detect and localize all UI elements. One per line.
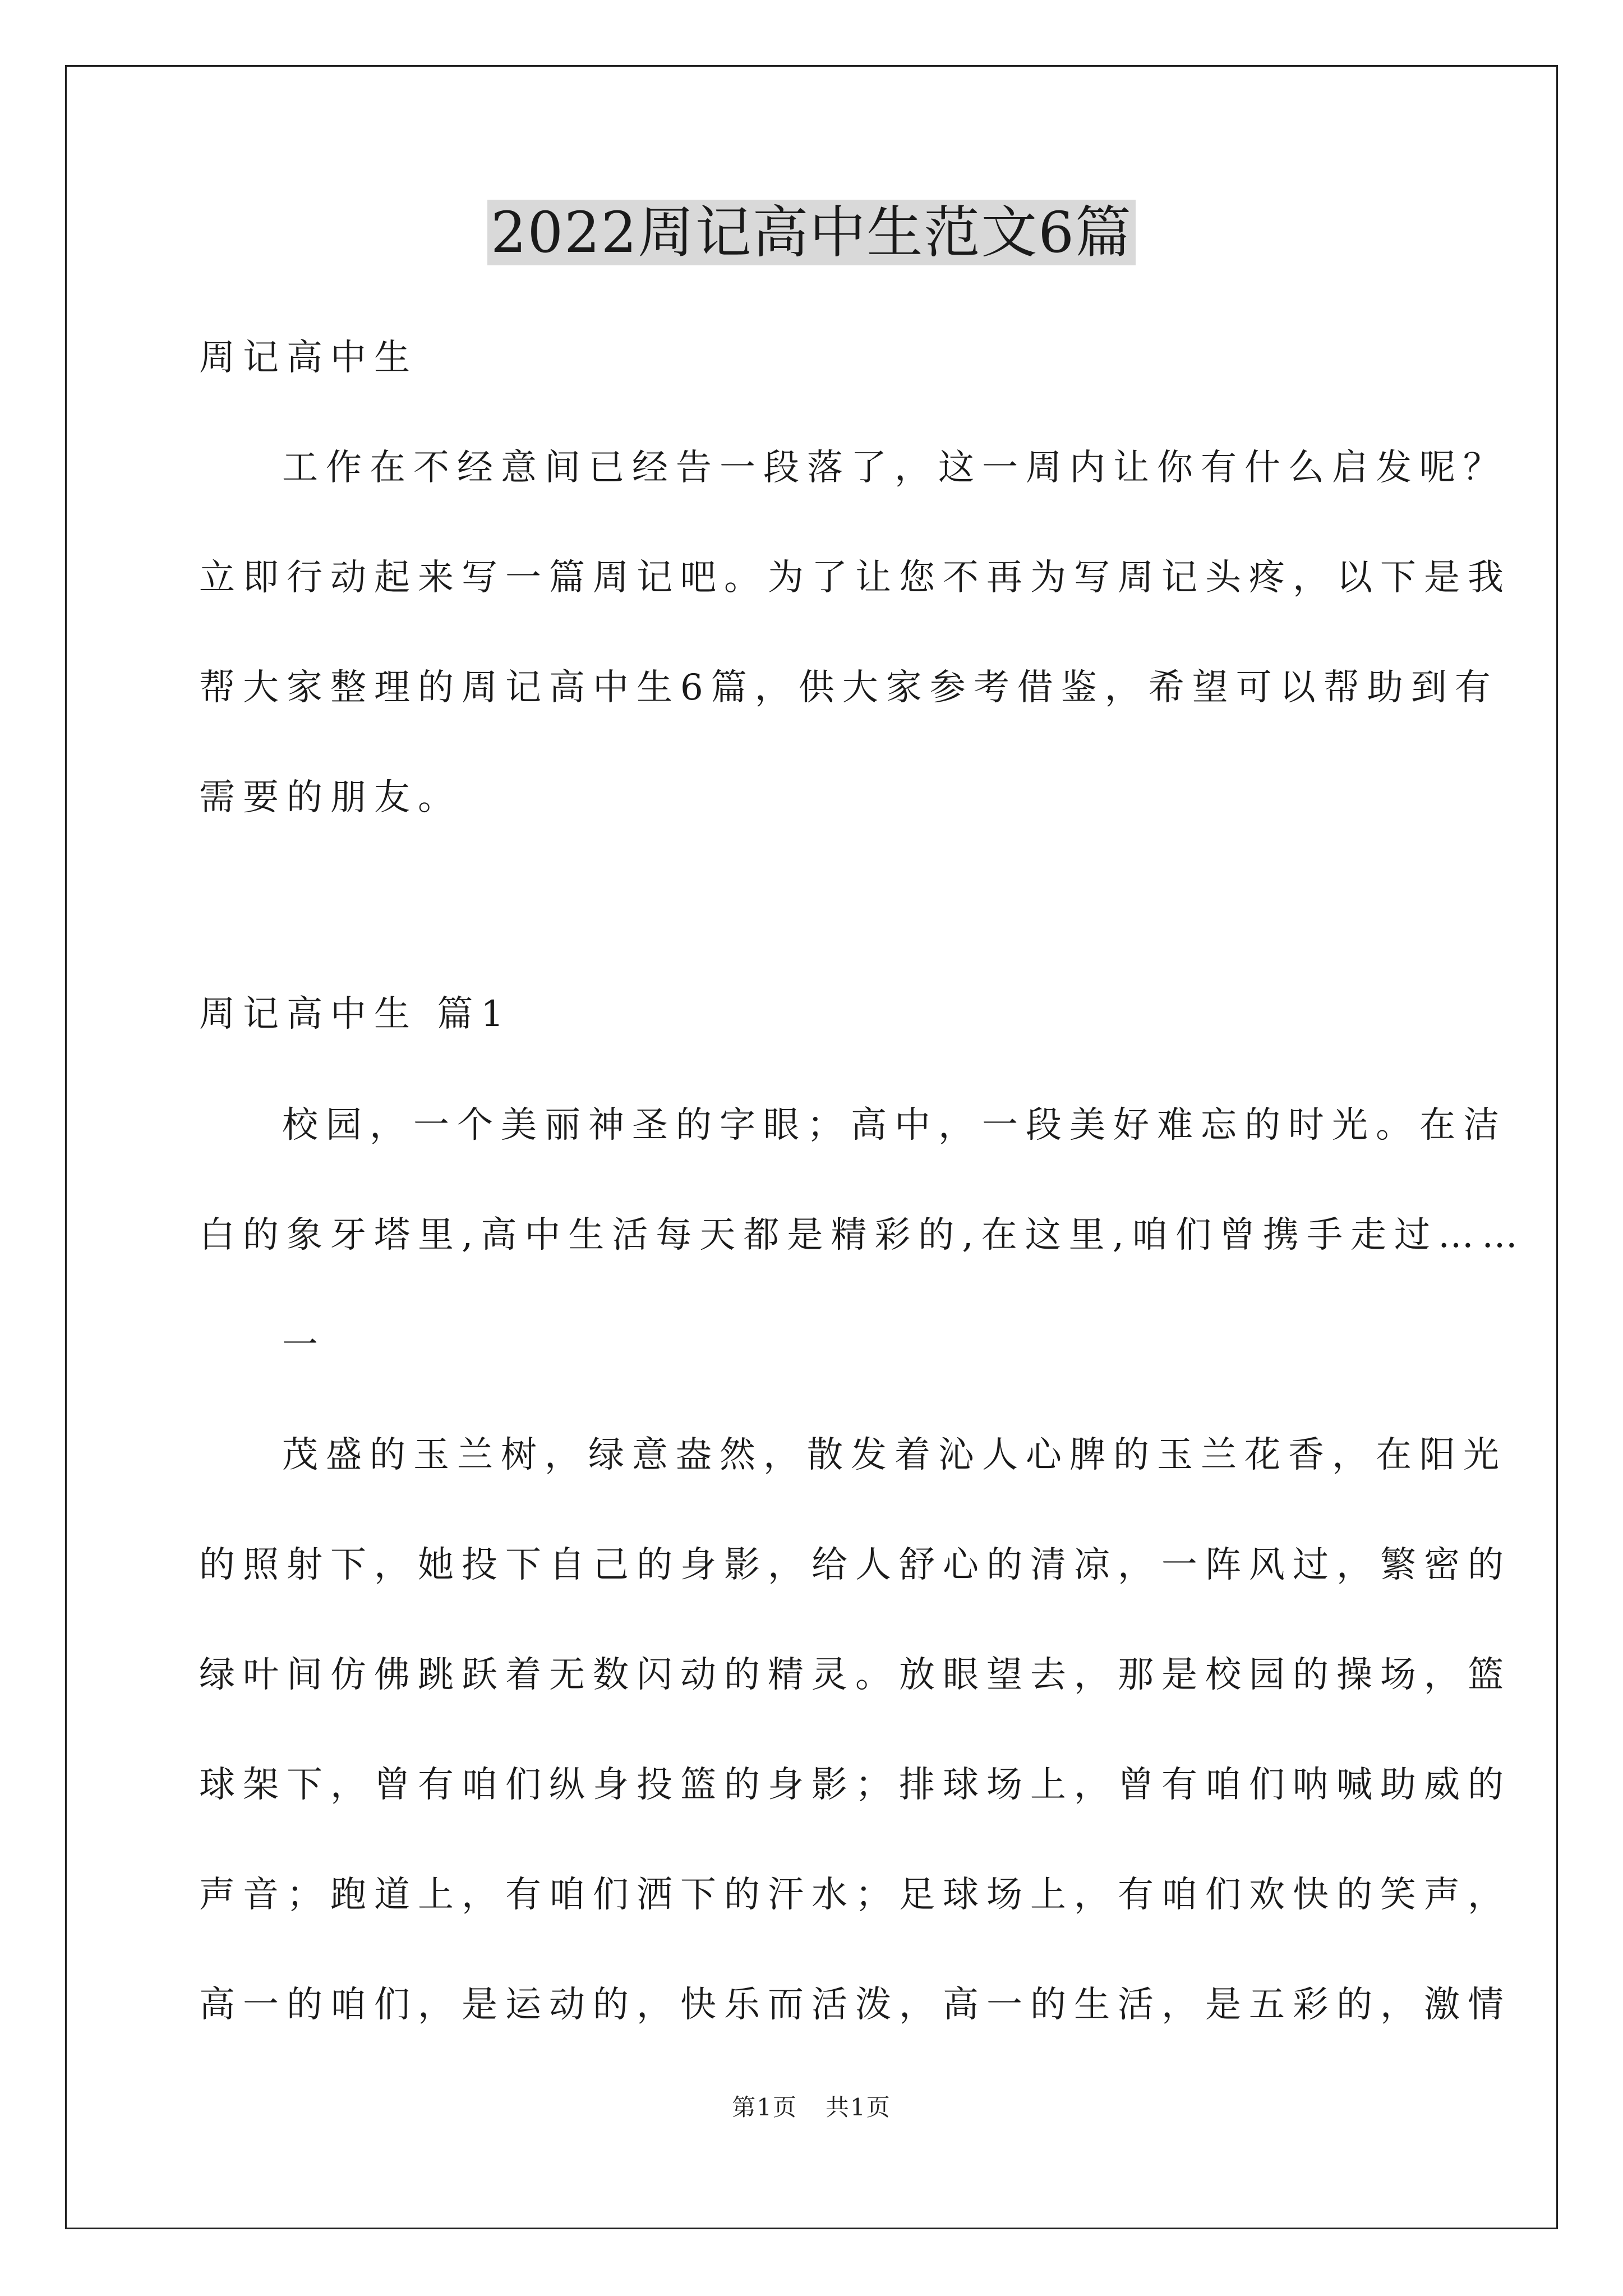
article-heading-text: 周记高中生 篇1: [199, 993, 512, 1035]
part-marker-text: 一: [282, 1324, 326, 1366]
document-title-text: 2022周记高中生范文6篇: [487, 200, 1136, 265]
page-footer: [0, 2089, 1623, 2123]
paragraph-2-line: 绿叶间仿佛跳跃着无数闪动的精灵。放眼望去，那是校园的操场，篮: [199, 1654, 1511, 1696]
paragraph-1-line: 校园，一个美丽神圣的字眼；高中，一段美好难忘的时光。在洁: [282, 1105, 1507, 1146]
paragraph-2-line: 高一的咱们，是运动的，快乐而活泼，高一的生活，是五彩的，激情: [199, 1984, 1511, 2026]
paragraph-2-line: 声音；跑道上，有咱们洒下的汗水；足球场上，有咱们欢快的笑声，: [199, 1874, 1511, 1916]
section-heading: [199, 303, 1427, 413]
paragraph-2-line: 球架下，曾有咱们纵身投篮的身影；排球场上，曾有咱们呐喊助威的: [199, 1764, 1511, 1806]
section-heading-text: 周记高中生: [199, 337, 418, 379]
page-total: 共1页: [826, 2093, 891, 2121]
paragraph-1: [199, 1070, 1526, 1290]
page-number: 第1页: [732, 2093, 797, 2121]
intro-line: 需要的朋友。: [199, 777, 462, 818]
intro-line: 帮大家整理的周记高中生6篇，供大家参考借鉴，希望可以帮助到有: [199, 667, 1498, 708]
part-marker: [199, 1290, 1427, 1400]
paragraph-2-line: 茂盛的玉兰树，绿意盎然，散发着沁人心脾的玉兰花香，在阳光: [282, 1434, 1507, 1476]
paragraph-2: [199, 1400, 1511, 2060]
intro-paragraph: [199, 413, 1511, 853]
paragraph-1-line: 白的象牙塔里,高中生活每天都是精彩的,在这里,咱们曾携手走过……: [199, 1214, 1526, 1256]
article-heading: [199, 959, 1427, 1069]
intro-line: 立即行动起来写一篇周记吧。为了让您不再为写周记头疼，以下是我: [199, 557, 1511, 599]
document-title: [0, 196, 1623, 269]
paragraph-2-line: 的照射下，她投下自己的身影，给人舒心的清凉，一阵风过，繁密的: [199, 1544, 1511, 1586]
intro-line: 工作在不经意间已经告一段落了，这一周内让你有什么启发呢？: [282, 447, 1507, 489]
